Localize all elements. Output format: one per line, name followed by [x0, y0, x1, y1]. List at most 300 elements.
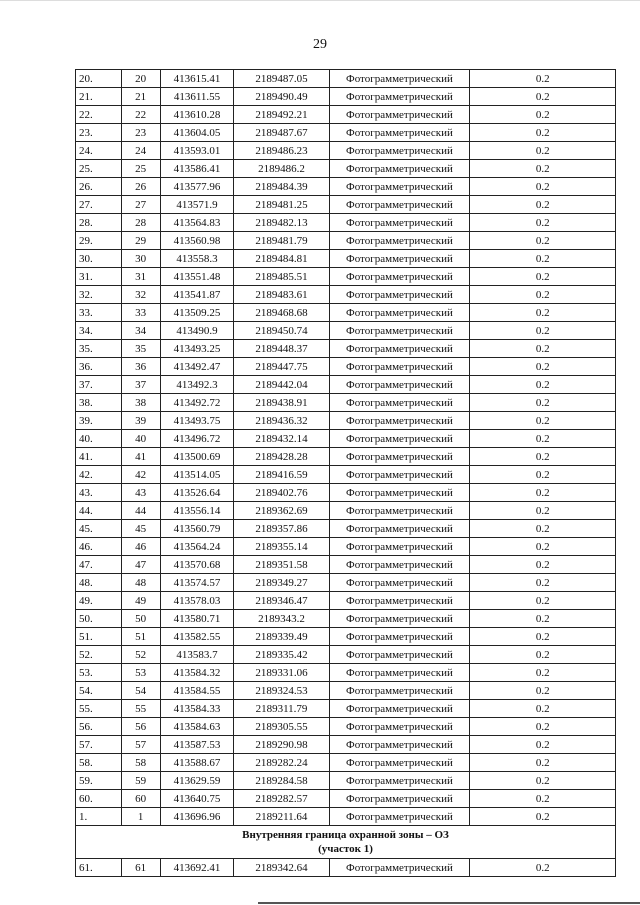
y-coordinate-cell: 2189416.59	[234, 466, 329, 484]
y-coordinate-cell: 2189211.64	[234, 808, 329, 826]
method-cell: Фотограмметрический	[329, 412, 470, 430]
table-row	[76, 592, 616, 610]
method-cell: Фотограмметрический	[329, 376, 470, 394]
y-coordinate-cell: 2189290.98	[234, 736, 329, 754]
point-number-cell: 30	[121, 250, 160, 268]
method-cell: Фотограмметрический	[329, 178, 470, 196]
row-number-cell: 39.	[76, 412, 122, 430]
method-cell: Фотограмметрический	[329, 304, 470, 322]
point-number-cell: 59	[121, 772, 160, 790]
method-cell: Фотограмметрический	[329, 466, 470, 484]
row-number-cell: 51.	[76, 628, 122, 646]
y-coordinate-cell: 2189339.49	[234, 628, 329, 646]
x-coordinate-cell: 413615.41	[160, 70, 234, 88]
precision-cell: 0.2	[470, 268, 616, 286]
table-row	[76, 268, 616, 286]
method-cell: Фотограмметрический	[329, 610, 470, 628]
point-number-cell: 39	[121, 412, 160, 430]
point-number-cell: 38	[121, 394, 160, 412]
row-number-cell: 58.	[76, 754, 122, 772]
row-number-cell: 20.	[76, 70, 122, 88]
x-coordinate-cell: 413526.64	[160, 484, 234, 502]
table-row	[76, 340, 616, 358]
y-coordinate-cell: 2189486.23	[234, 142, 329, 160]
point-number-cell: 27	[121, 196, 160, 214]
precision-cell: 0.2	[470, 859, 616, 877]
method-cell: Фотограмметрический	[329, 358, 470, 376]
row-number-cell: 25.	[76, 160, 122, 178]
method-cell: Фотограмметрический	[329, 394, 470, 412]
row-number-cell: 27.	[76, 196, 122, 214]
table-row	[76, 736, 616, 754]
precision-cell: 0.2	[470, 340, 616, 358]
x-coordinate-cell: 413570.68	[160, 556, 234, 574]
point-number-cell: 22	[121, 106, 160, 124]
method-cell: Фотограмметрический	[329, 772, 470, 790]
x-coordinate-cell: 413583.7	[160, 646, 234, 664]
row-number-cell: 60.	[76, 790, 122, 808]
x-coordinate-cell: 413580.71	[160, 610, 234, 628]
row-number-cell: 32.	[76, 286, 122, 304]
table-row	[76, 106, 616, 124]
row-number-cell: 1.	[76, 808, 122, 826]
point-number-cell: 47	[121, 556, 160, 574]
point-number-cell: 45	[121, 520, 160, 538]
precision-cell: 0.2	[470, 70, 616, 88]
x-coordinate-cell: 413558.3	[160, 250, 234, 268]
section-header	[76, 826, 616, 859]
row-number-cell: 45.	[76, 520, 122, 538]
row-number-cell: 50.	[76, 610, 122, 628]
row-number-cell: 22.	[76, 106, 122, 124]
scan-edge-bottom	[258, 902, 640, 904]
precision-cell: 0.2	[470, 754, 616, 772]
row-number-cell: 57.	[76, 736, 122, 754]
row-number-cell: 28.	[76, 214, 122, 232]
y-coordinate-cell: 2189324.53	[234, 682, 329, 700]
y-coordinate-cell: 2189432.14	[234, 430, 329, 448]
x-coordinate-cell: 413692.41	[160, 859, 234, 877]
table-row	[76, 124, 616, 142]
x-coordinate-cell: 413492.47	[160, 358, 234, 376]
precision-cell: 0.2	[470, 520, 616, 538]
point-number-cell: 55	[121, 700, 160, 718]
table-row	[76, 502, 616, 520]
method-cell: Фотограмметрический	[329, 88, 470, 106]
table-row	[76, 859, 616, 877]
y-coordinate-cell: 2189346.47	[234, 592, 329, 610]
table-row	[76, 214, 616, 232]
row-number-cell: 41.	[76, 448, 122, 466]
x-coordinate-cell: 413584.32	[160, 664, 234, 682]
y-coordinate-cell: 2189492.21	[234, 106, 329, 124]
method-cell: Фотограмметрический	[329, 808, 470, 826]
y-coordinate-cell: 2189311.79	[234, 700, 329, 718]
precision-cell: 0.2	[470, 142, 616, 160]
x-coordinate-cell: 413560.98	[160, 232, 234, 250]
y-coordinate-cell: 2189484.81	[234, 250, 329, 268]
x-coordinate-cell: 413493.25	[160, 340, 234, 358]
point-number-cell: 60	[121, 790, 160, 808]
y-coordinate-cell: 2189343.2	[234, 610, 329, 628]
table-row	[76, 664, 616, 682]
x-coordinate-cell: 413587.53	[160, 736, 234, 754]
table-row	[76, 556, 616, 574]
point-number-cell: 35	[121, 340, 160, 358]
table-row	[76, 412, 616, 430]
point-number-cell: 48	[121, 574, 160, 592]
y-coordinate-cell: 2189442.04	[234, 376, 329, 394]
y-coordinate-cell: 2189487.05	[234, 70, 329, 88]
method-cell: Фотограмметрический	[329, 538, 470, 556]
point-number-cell: 33	[121, 304, 160, 322]
row-number-cell: 24.	[76, 142, 122, 160]
y-coordinate-cell: 2189482.13	[234, 214, 329, 232]
row-number-cell: 55.	[76, 700, 122, 718]
method-cell: Фотограмметрический	[329, 790, 470, 808]
table-row	[76, 430, 616, 448]
precision-cell: 0.2	[470, 412, 616, 430]
point-number-cell: 50	[121, 610, 160, 628]
method-cell: Фотограмметрический	[329, 682, 470, 700]
row-number-cell: 23.	[76, 124, 122, 142]
point-number-cell: 21	[121, 88, 160, 106]
x-coordinate-cell: 413564.83	[160, 214, 234, 232]
point-number-cell: 36	[121, 358, 160, 376]
precision-cell: 0.2	[470, 178, 616, 196]
table-row	[76, 376, 616, 394]
x-coordinate-cell: 413586.41	[160, 160, 234, 178]
point-number-cell: 51	[121, 628, 160, 646]
y-coordinate-cell: 2189284.58	[234, 772, 329, 790]
x-coordinate-cell: 413496.72	[160, 430, 234, 448]
x-coordinate-cell: 413551.48	[160, 268, 234, 286]
table-row	[76, 466, 616, 484]
method-cell: Фотограмметрический	[329, 700, 470, 718]
y-coordinate-cell: 2189357.86	[234, 520, 329, 538]
y-coordinate-cell: 2189447.75	[234, 358, 329, 376]
row-number-cell: 56.	[76, 718, 122, 736]
row-number-cell: 38.	[76, 394, 122, 412]
point-number-cell: 42	[121, 466, 160, 484]
precision-cell: 0.2	[470, 538, 616, 556]
row-number-cell: 59.	[76, 772, 122, 790]
point-number-cell: 37	[121, 376, 160, 394]
table-row	[76, 682, 616, 700]
x-coordinate-cell: 413577.96	[160, 178, 234, 196]
point-number-cell: 52	[121, 646, 160, 664]
row-number-cell: 54.	[76, 682, 122, 700]
row-number-cell: 35.	[76, 340, 122, 358]
method-cell: Фотограмметрический	[329, 592, 470, 610]
table-row	[76, 754, 616, 772]
x-coordinate-cell: 413574.57	[160, 574, 234, 592]
x-coordinate-cell: 413492.72	[160, 394, 234, 412]
method-cell: Фотограмметрический	[329, 646, 470, 664]
point-number-cell: 28	[121, 214, 160, 232]
row-number-cell: 36.	[76, 358, 122, 376]
method-cell: Фотограмметрический	[329, 430, 470, 448]
precision-cell: 0.2	[470, 610, 616, 628]
point-number-cell: 31	[121, 268, 160, 286]
y-coordinate-cell: 2189483.61	[234, 286, 329, 304]
precision-cell: 0.2	[470, 88, 616, 106]
table-row	[76, 628, 616, 646]
y-coordinate-cell: 2189490.49	[234, 88, 329, 106]
y-coordinate-cell: 2189282.24	[234, 754, 329, 772]
row-number-cell: 43.	[76, 484, 122, 502]
point-number-cell: 46	[121, 538, 160, 556]
table-row	[76, 322, 616, 340]
x-coordinate-cell: 413490.9	[160, 322, 234, 340]
y-coordinate-cell: 2189484.39	[234, 178, 329, 196]
precision-cell: 0.2	[470, 646, 616, 664]
precision-cell: 0.2	[470, 484, 616, 502]
y-coordinate-cell: 2189355.14	[234, 538, 329, 556]
point-number-cell: 44	[121, 502, 160, 520]
precision-cell: 0.2	[470, 430, 616, 448]
precision-cell: 0.2	[470, 196, 616, 214]
row-number-cell: 61.	[76, 859, 122, 877]
precision-cell: 0.2	[470, 448, 616, 466]
point-number-cell: 29	[121, 232, 160, 250]
y-coordinate-cell: 2189485.51	[234, 268, 329, 286]
method-cell: Фотограмметрический	[329, 859, 470, 877]
x-coordinate-cell: 413610.28	[160, 106, 234, 124]
table-row	[76, 196, 616, 214]
point-number-cell: 32	[121, 286, 160, 304]
y-coordinate-cell: 2189351.58	[234, 556, 329, 574]
point-number-cell: 25	[121, 160, 160, 178]
coordinates-table	[75, 69, 616, 877]
table-row	[76, 718, 616, 736]
method-cell: Фотограмметрический	[329, 556, 470, 574]
precision-cell: 0.2	[470, 322, 616, 340]
x-coordinate-cell: 413492.3	[160, 376, 234, 394]
x-coordinate-cell: 413560.79	[160, 520, 234, 538]
table-row	[76, 232, 616, 250]
method-cell: Фотограмметрический	[329, 214, 470, 232]
point-number-cell: 58	[121, 754, 160, 772]
y-coordinate-cell: 2189481.25	[234, 196, 329, 214]
table-row	[76, 448, 616, 466]
x-coordinate-cell: 413588.67	[160, 754, 234, 772]
table-row	[76, 484, 616, 502]
x-coordinate-cell: 413556.14	[160, 502, 234, 520]
y-coordinate-cell: 2189402.76	[234, 484, 329, 502]
row-number-cell: 46.	[76, 538, 122, 556]
method-cell: Фотограмметрический	[329, 754, 470, 772]
method-cell: Фотограмметрический	[329, 718, 470, 736]
row-number-cell: 29.	[76, 232, 122, 250]
y-coordinate-cell: 2189335.42	[234, 646, 329, 664]
x-coordinate-cell: 413514.05	[160, 466, 234, 484]
precision-cell: 0.2	[470, 466, 616, 484]
table-row	[76, 286, 616, 304]
y-coordinate-cell: 2189331.06	[234, 664, 329, 682]
point-number-cell: 41	[121, 448, 160, 466]
y-coordinate-cell: 2189468.68	[234, 304, 329, 322]
method-cell: Фотограмметрический	[329, 484, 470, 502]
table-row	[76, 700, 616, 718]
precision-cell: 0.2	[470, 232, 616, 250]
method-cell: Фотограмметрический	[329, 448, 470, 466]
y-coordinate-cell: 2189305.55	[234, 718, 329, 736]
section-subtitle: (участок 1)	[318, 843, 373, 855]
table-row	[76, 394, 616, 412]
scan-edge-top	[0, 0, 640, 1]
precision-cell: 0.2	[470, 736, 616, 754]
method-cell: Фотограмметрический	[329, 664, 470, 682]
precision-cell: 0.2	[470, 376, 616, 394]
table-row	[76, 70, 616, 88]
table-row	[76, 304, 616, 322]
section-header-row	[76, 826, 616, 859]
method-cell: Фотограмметрический	[329, 520, 470, 538]
precision-cell: 0.2	[470, 664, 616, 682]
x-coordinate-cell: 413564.24	[160, 538, 234, 556]
method-cell: Фотограмметрический	[329, 106, 470, 124]
table-row	[76, 250, 616, 268]
row-number-cell: 44.	[76, 502, 122, 520]
point-number-cell: 1	[121, 808, 160, 826]
coordinates-table-body	[76, 70, 616, 877]
y-coordinate-cell: 2189438.91	[234, 394, 329, 412]
table-row	[76, 142, 616, 160]
precision-cell: 0.2	[470, 628, 616, 646]
y-coordinate-cell: 2189428.28	[234, 448, 329, 466]
point-number-cell: 49	[121, 592, 160, 610]
method-cell: Фотограмметрический	[329, 70, 470, 88]
precision-cell: 0.2	[470, 700, 616, 718]
point-number-cell: 23	[121, 124, 160, 142]
x-coordinate-cell: 413571.9	[160, 196, 234, 214]
y-coordinate-cell: 2189282.57	[234, 790, 329, 808]
table-row	[76, 178, 616, 196]
method-cell: Фотограмметрический	[329, 232, 470, 250]
table-row	[76, 538, 616, 556]
table-row	[76, 88, 616, 106]
precision-cell: 0.2	[470, 304, 616, 322]
point-number-cell: 56	[121, 718, 160, 736]
x-coordinate-cell: 413582.55	[160, 628, 234, 646]
table-row	[76, 610, 616, 628]
x-coordinate-cell: 413584.33	[160, 700, 234, 718]
point-number-cell: 53	[121, 664, 160, 682]
method-cell: Фотограмметрический	[329, 322, 470, 340]
x-coordinate-cell: 413509.25	[160, 304, 234, 322]
row-number-cell: 26.	[76, 178, 122, 196]
point-number-cell: 26	[121, 178, 160, 196]
row-number-cell: 30.	[76, 250, 122, 268]
method-cell: Фотограмметрический	[329, 502, 470, 520]
y-coordinate-cell: 2189486.2	[234, 160, 329, 178]
precision-cell: 0.2	[470, 502, 616, 520]
precision-cell: 0.2	[470, 556, 616, 574]
method-cell: Фотограмметрический	[329, 628, 470, 646]
method-cell: Фотограмметрический	[329, 196, 470, 214]
y-coordinate-cell: 2189450.74	[234, 322, 329, 340]
y-coordinate-cell: 2189481.79	[234, 232, 329, 250]
precision-cell: 0.2	[470, 250, 616, 268]
table-row	[76, 520, 616, 538]
x-coordinate-cell: 413696.96	[160, 808, 234, 826]
y-coordinate-cell: 2189487.67	[234, 124, 329, 142]
x-coordinate-cell: 413604.05	[160, 124, 234, 142]
x-coordinate-cell: 413593.01	[160, 142, 234, 160]
table-row	[76, 790, 616, 808]
method-cell: Фотограмметрический	[329, 286, 470, 304]
method-cell: Фотограмметрический	[329, 574, 470, 592]
table-row	[76, 574, 616, 592]
point-number-cell: 57	[121, 736, 160, 754]
table-row	[76, 646, 616, 664]
method-cell: Фотограмметрический	[329, 124, 470, 142]
precision-cell: 0.2	[470, 772, 616, 790]
x-coordinate-cell: 413584.63	[160, 718, 234, 736]
precision-cell: 0.2	[470, 790, 616, 808]
x-coordinate-cell: 413500.69	[160, 448, 234, 466]
row-number-cell: 52.	[76, 646, 122, 664]
y-coordinate-cell: 2189436.32	[234, 412, 329, 430]
table-row	[76, 358, 616, 376]
precision-cell: 0.2	[470, 394, 616, 412]
precision-cell: 0.2	[470, 286, 616, 304]
row-number-cell: 37.	[76, 376, 122, 394]
x-coordinate-cell: 413584.55	[160, 682, 234, 700]
section-title: Внутренняя граница охранной зоны – ОЗ	[242, 829, 449, 841]
point-number-cell: 61	[121, 859, 160, 877]
precision-cell: 0.2	[470, 124, 616, 142]
method-cell: Фотограмметрический	[329, 250, 470, 268]
row-number-cell: 40.	[76, 430, 122, 448]
table-row	[76, 160, 616, 178]
y-coordinate-cell: 2189342.64	[234, 859, 329, 877]
method-cell: Фотограмметрический	[329, 340, 470, 358]
method-cell: Фотограмметрический	[329, 160, 470, 178]
point-number-cell: 34	[121, 322, 160, 340]
row-number-cell: 48.	[76, 574, 122, 592]
y-coordinate-cell: 2189448.37	[234, 340, 329, 358]
row-number-cell: 47.	[76, 556, 122, 574]
x-coordinate-cell: 413493.75	[160, 412, 234, 430]
precision-cell: 0.2	[470, 718, 616, 736]
point-number-cell: 54	[121, 682, 160, 700]
row-number-cell: 34.	[76, 322, 122, 340]
row-number-cell: 49.	[76, 592, 122, 610]
y-coordinate-cell: 2189362.69	[234, 502, 329, 520]
precision-cell: 0.2	[470, 574, 616, 592]
method-cell: Фотограмметрический	[329, 736, 470, 754]
precision-cell: 0.2	[470, 592, 616, 610]
row-number-cell: 42.	[76, 466, 122, 484]
precision-cell: 0.2	[470, 214, 616, 232]
precision-cell: 0.2	[470, 106, 616, 124]
precision-cell: 0.2	[470, 808, 616, 826]
point-number-cell: 40	[121, 430, 160, 448]
method-cell: Фотограмметрический	[329, 142, 470, 160]
x-coordinate-cell: 413629.59	[160, 772, 234, 790]
method-cell: Фотограмметрический	[329, 268, 470, 286]
row-number-cell: 53.	[76, 664, 122, 682]
page-number: 29	[313, 37, 327, 52]
row-number-cell: 31.	[76, 268, 122, 286]
row-number-cell: 21.	[76, 88, 122, 106]
x-coordinate-cell: 413640.75	[160, 790, 234, 808]
x-coordinate-cell: 413578.03	[160, 592, 234, 610]
precision-cell: 0.2	[470, 160, 616, 178]
point-number-cell: 20	[121, 70, 160, 88]
